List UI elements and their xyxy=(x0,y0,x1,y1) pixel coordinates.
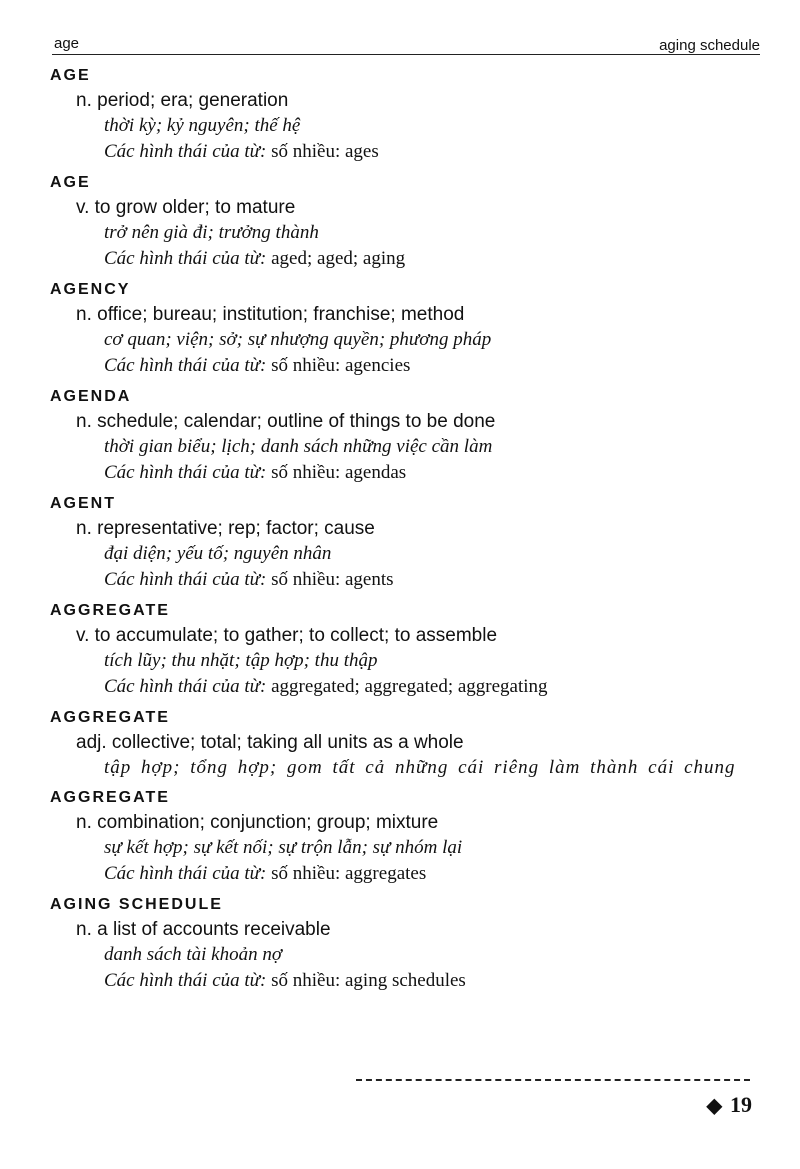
word-forms-value: aggregated; aggregated; aggregating xyxy=(271,676,548,697)
english-definition: n. a list of accounts receivable xyxy=(76,919,331,940)
diamond-icon: ◆ xyxy=(706,1095,722,1117)
word-forms xyxy=(0,138,800,165)
headword: AGING SCHEDULE xyxy=(50,896,223,913)
entry-aggregate-adjective xyxy=(0,706,800,780)
word-forms xyxy=(0,967,800,994)
page-number xyxy=(707,1092,752,1118)
word-forms-value: số nhiều: agendas xyxy=(271,462,407,483)
word-forms-value: số nhiều: ages xyxy=(271,141,379,162)
page-number-value: 19 xyxy=(730,1092,752,1117)
headword: AGGREGATE xyxy=(50,602,170,619)
word-forms xyxy=(0,245,800,272)
entry-agency xyxy=(0,278,800,379)
word-forms-label: Các hình thái của từ: xyxy=(104,569,267,590)
headword: AGGREGATE xyxy=(50,709,170,726)
vietnamese-translation: cơ quan; viện; sở; sự nhượng quyền; phương pháp xyxy=(104,329,492,350)
headword: AGENT xyxy=(50,495,116,512)
english-definition: n. combination; conjunction; group; mixture xyxy=(76,812,439,833)
vietnamese-translation: trở nên già đi; trưởng thành xyxy=(104,222,319,243)
headword: AGE xyxy=(50,174,91,191)
running-header xyxy=(52,32,760,55)
entry-aggregate-verb xyxy=(0,599,800,700)
english-definition: v. to grow older; to mature xyxy=(76,197,296,218)
word-forms-value: số nhiều: aggregates xyxy=(271,863,427,884)
word-forms xyxy=(0,673,800,700)
word-forms-label: Các hình thái của từ: xyxy=(104,676,267,697)
word-forms-value: aged; aged; aging xyxy=(271,248,406,269)
header-left-guide-word: age xyxy=(54,35,80,52)
entry-age-verb xyxy=(0,171,800,272)
header-right-guide-word: aging schedule xyxy=(659,37,760,54)
entry-aggregate-noun xyxy=(0,786,800,887)
headword: AGGREGATE xyxy=(50,789,170,806)
word-forms-value: số nhiều: agencies xyxy=(271,355,411,376)
vietnamese-translation: sự kết hợp; sự kết nối; sự trộn lẫn; sự nhóm lại xyxy=(104,837,463,858)
entry-aging-schedule xyxy=(0,893,800,994)
english-definition: adj. collective; total; taking all units as a whole xyxy=(76,732,464,753)
headword: AGE xyxy=(50,67,91,84)
footer-dashed-rule xyxy=(356,1079,750,1081)
english-definition: v. to accumulate; to gather; to collect; to assemble xyxy=(76,625,498,646)
vietnamese-translation: tập hợp; tổng hợp; gom tất cả những cái riêng làm thành cái chung xyxy=(104,757,736,778)
word-forms-label: Các hình thái của từ: xyxy=(104,970,267,991)
dictionary-entries xyxy=(0,64,800,1000)
word-forms-label: Các hình thái của từ: xyxy=(104,462,267,483)
vietnamese-translation: tích lũy; thu nhặt; tập hợp; thu thập xyxy=(104,650,378,671)
entry-agenda xyxy=(0,385,800,486)
word-forms xyxy=(0,352,800,379)
entry-agent xyxy=(0,492,800,593)
entry-age-noun xyxy=(0,64,800,165)
headword: AGENDA xyxy=(50,388,132,405)
vietnamese-translation: thời kỳ; kỷ nguyên; thế hệ xyxy=(104,115,301,136)
word-forms-label: Các hình thái của từ: xyxy=(104,355,267,376)
word-forms-label: Các hình thái của từ: xyxy=(104,248,267,269)
word-forms-label: Các hình thái của từ: xyxy=(104,863,267,884)
english-definition: n. office; bureau; institution; franchise; method xyxy=(76,304,465,325)
vietnamese-translation: đại diện; yếu tố; nguyên nhân xyxy=(104,543,332,564)
word-forms xyxy=(0,860,800,887)
word-forms-value: số nhiều: aging schedules xyxy=(271,970,466,991)
english-definition: n. schedule; calendar; outline of things to be done xyxy=(76,411,496,432)
word-forms-label: Các hình thái của từ: xyxy=(104,141,267,162)
headword: AGENCY xyxy=(50,281,131,298)
vietnamese-translation: danh sách tài khoản nợ xyxy=(104,944,282,965)
english-definition: n. period; era; generation xyxy=(76,90,289,111)
word-forms xyxy=(0,566,800,593)
word-forms xyxy=(0,459,800,486)
word-forms-value: số nhiều: agents xyxy=(271,569,394,590)
vietnamese-translation: thời gian biểu; lịch; danh sách những việc cần làm xyxy=(104,436,493,457)
english-definition: n. representative; rep; factor; cause xyxy=(76,518,375,539)
